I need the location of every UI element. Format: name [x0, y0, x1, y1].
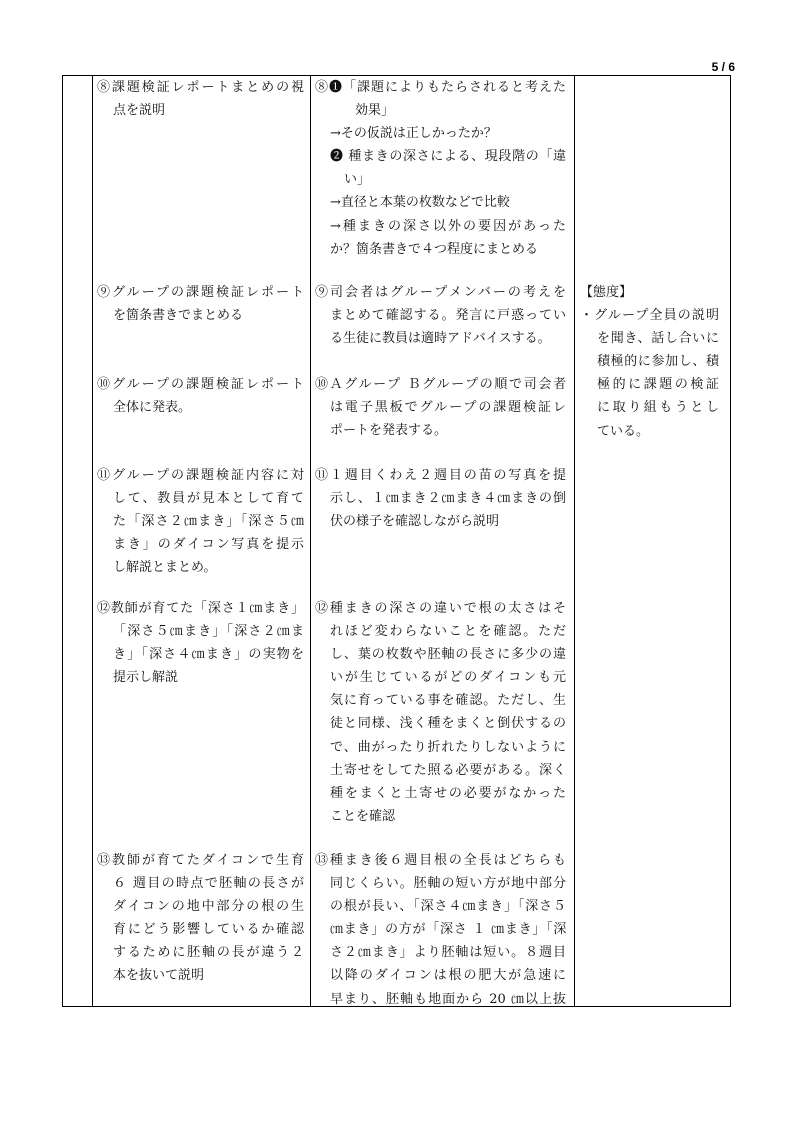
activity-item-8: [93, 76, 310, 122]
support-line: の根が長い、「深さ４㎝まき」「深さ５: [330, 899, 566, 915]
activity-line: 「深さ５㎝まき」「深さ２㎝ま: [113, 624, 304, 640]
support-line: →種まきの深さ以外の要因があった: [330, 218, 566, 234]
activity-line: ⑫教師が育てた「深さ１㎝まき」: [97, 601, 304, 616]
activity-line: するために胚軸の長が違う２: [113, 945, 304, 961]
activity-line: た「深さ２㎝まき」「深さ５㎝: [113, 514, 304, 530]
activity-item-13: [93, 849, 310, 988]
support-line: ポートを発表する。: [330, 423, 448, 439]
activity-line: 全体に発表。: [113, 400, 192, 416]
support-line: ⑩Ａグループ Ｂグループの順で司会者: [315, 377, 566, 392]
support-line: 効果」: [355, 103, 395, 119]
column-blank: [63, 76, 92, 1006]
evaluation-line: ・グループ全員の説明: [580, 308, 719, 324]
support-line: は電子黒板でグループの課題検証レ: [330, 400, 566, 416]
support-item-13: [311, 849, 574, 1011]
support-line: →直径と本葉の枚数などで比較: [330, 195, 510, 211]
activity-item-12: [93, 597, 310, 689]
lesson-plan-table: [62, 75, 731, 1007]
support-line: る生徒に教員は適時アドバイスする。: [330, 331, 551, 347]
support-line: い」: [344, 172, 371, 188]
column-evaluation: [574, 76, 730, 1006]
support-item-10: [311, 373, 574, 442]
activity-line: ダイコンの地中部分の根の生: [113, 899, 304, 915]
activity-item-11: [93, 464, 310, 579]
activity-line: まき」のダイコン写真を提示: [113, 537, 304, 553]
support-line: 同じくらい。胚軸の短い方が地中部分: [330, 876, 566, 892]
support-item-9: [311, 281, 574, 350]
evaluation-heading: 【態度】: [580, 285, 633, 300]
support-line: ⑧❶「課題によりもたらされると考えた: [315, 80, 566, 95]
activity-line: し解説とまとめ。: [113, 560, 217, 576]
support-line: 以降のダイコンは根の肥大が急速に: [330, 968, 566, 984]
column-support: [310, 76, 574, 1006]
activity-line: 提示し解説: [113, 670, 179, 686]
support-line: れほど変わらないことを確認。ただ: [330, 624, 566, 640]
support-line: ⑨司会者はグループメンバーの考えを: [315, 285, 566, 300]
activity-line: ⑬教師が育てたダイコンで生育: [97, 853, 304, 868]
evaluation-block: [575, 281, 730, 443]
evaluation-line: 積極的に参加し、積: [597, 354, 719, 370]
activity-line: ⑪グループの課題検証内容に対: [97, 468, 304, 483]
support-line: いが生じているがどのダイコンも元: [330, 670, 566, 686]
support-item-8: [311, 76, 574, 261]
support-line: 示し、１㎝まき２㎝まき４㎝まきの倒: [330, 491, 566, 507]
evaluation-line: に取り組もうとし: [597, 400, 719, 416]
support-line: ⑪１週目くわえ２週目の苗の写真を提: [315, 468, 566, 483]
column-activity: [92, 76, 310, 1006]
activity-line: ６ 週目の時点で胚軸の長さが: [113, 876, 304, 892]
support-line: 種をまくと土寄せの必要がなかった: [330, 785, 566, 801]
activity-item-9: [93, 281, 310, 327]
support-line: で、曲がったり折れたりしないように: [330, 739, 566, 755]
support-line: 早まり、胚軸も地面から 20 ㎝以上抜: [330, 991, 566, 1007]
activity-line: を箇条書きでまとめる: [113, 308, 244, 324]
page-number: 5 / 6: [711, 60, 735, 74]
support-line: か？箇条書きで４つ程度にまとめる: [330, 241, 539, 257]
support-line: ⑫種まきの深さの違いで根の太さはそ: [315, 601, 566, 616]
activity-line: 点を説明: [113, 103, 166, 119]
support-line: 徒と同様、浅く種をまくと倒伏するの: [330, 716, 566, 732]
support-line: まとめて確認する。発言に戸惑ってい: [330, 308, 566, 324]
activity-line: ⑩グループの課題検証レポート: [97, 377, 304, 392]
activity-line: き」「深さ４㎝まき」の実物を: [113, 647, 304, 663]
evaluation-line: 極的に課題の検証: [597, 377, 719, 393]
support-line: し、葉の枚数や胚軸の長さに多少の違: [330, 647, 566, 663]
activity-line: して、教員が見本として育て: [113, 491, 304, 507]
support-line: 土寄せをしてた照る必要がある。深く: [330, 762, 566, 778]
support-line: 伏の様子を確認しながら説明: [330, 514, 500, 530]
support-line: ㎝まき」の方が「深さ １ ㎝まき」「深: [330, 922, 566, 938]
support-line: ことを確認: [330, 808, 396, 824]
support-item-12: [311, 597, 574, 828]
support-line: さ２㎝まき」より胚軸は短い。８週目: [330, 945, 566, 961]
activity-line: ⑨グループの課題検証レポート: [97, 285, 304, 300]
activity-line: ⑧課題検証レポートまとめの視: [97, 80, 304, 95]
support-line: ⑬種まき後６週目根の全長はどちらも: [315, 853, 566, 868]
support-line: →その仮説は正しかったか？: [330, 126, 497, 142]
activity-line: 本を抜いて説明: [113, 968, 205, 984]
activity-item-10: [93, 373, 310, 419]
evaluation-line: を聞き、話し合いに: [597, 331, 719, 347]
support-item-11: [311, 464, 574, 533]
activity-line: 育にどう影響しているか確認: [113, 922, 304, 938]
evaluation-line: ている。: [597, 423, 650, 439]
support-line: ❷ 種まきの深さによる、現段階の「違: [330, 149, 566, 165]
support-line: 気に育っている事を確認。ただし、生: [330, 693, 566, 709]
